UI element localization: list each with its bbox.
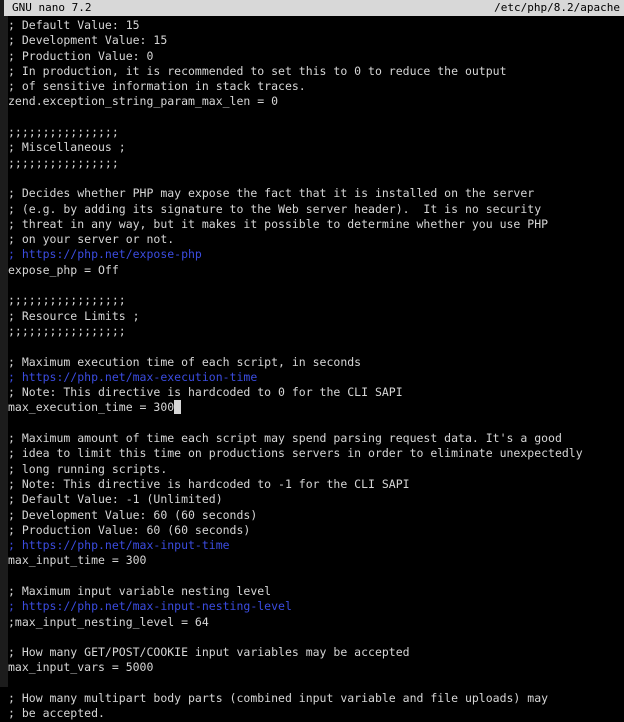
editor-text-area[interactable] [4,16,624,722]
editor-line-text: ;max_input_nesting_level = 64 [8,614,209,629]
editor-line [8,462,624,477]
editor-line-text: ;;;;;;;;;;;;;;;;; [8,323,126,338]
editor-line-text: ; Note: This directive is hardcoded to 0 for the CLI SAPI [8,385,403,400]
editor-line [8,171,624,186]
editor-line [8,615,624,630]
editor-line-text: ; Maximum execution time of each script, in seconds [8,354,362,369]
editor-line-text: ; Production Value: 60 (60 seconds) [8,522,251,537]
editor-line-text: max_execution_time = 300 [8,400,175,415]
editor-line [8,156,624,171]
editor-line [8,33,624,48]
editor-line-text: ; How many multipart body parts (combined input variable and file uploads) may [8,691,549,706]
editor-line [8,400,624,415]
editor-line [8,446,624,461]
editor-line-text: expose_php = Off [8,262,119,277]
editor-line [8,370,624,385]
editor-line-text: ;;;;;;;;;;;;;;;;; [8,293,126,308]
editor-line-text: ; Default Value: 15 [8,18,140,32]
editor-line-text: ; In production, it is recommended to set this to 0 to reduce the output [8,63,507,78]
editor-line [8,553,624,568]
editor-line [8,508,624,523]
editor-line [8,49,624,64]
editor-line [8,385,624,400]
editor-line-text: ; threat in any way, but it makes it possible to determine whether you use PHP [8,216,549,231]
editor-line-url: ; https://php.net/max-execution-time [8,369,258,384]
editor-line [8,523,624,538]
editor-line-text: ; idea to limit this time on productions servers in order to eliminate unexpectedly [8,446,583,461]
editor-line-text: ; Default Value: -1 (Unlimited) [8,492,223,507]
editor-line-text: ; Decides whether PHP may expose the fact that it is installed on the server [8,186,535,201]
editor-line [8,186,624,201]
editor-line-text: max_input_vars = 5000 [8,660,154,675]
left-gutter [4,16,8,687]
editor-line [8,584,624,599]
editor-line [8,706,624,721]
editor-line [8,202,624,217]
editor-line [8,630,624,645]
editor-line-text: ;;;;;;;;;;;;;;;; [8,125,119,140]
editor-line [8,569,624,584]
editor-line [8,599,624,614]
editor-line-text: ; Maximum input variable nesting level [8,583,272,598]
editor-line [8,125,624,140]
editor-line-text: ; on your server or not. [8,232,175,247]
editor-line [8,94,624,109]
editor-line [8,247,624,262]
editor-line [8,645,624,660]
editor-line-text: ;;;;;;;;;;;;;;;; [8,155,119,170]
editor-line-text: ; Development Value: 60 (60 seconds) [8,507,258,522]
editor-line [8,492,624,507]
editor-line-text: zend.exception_string_param_max_len = 0 [8,94,279,109]
editor-line [8,660,624,675]
editor-line [8,431,624,446]
editor-line-text: max_input_time = 300 [8,553,147,568]
editor-line [8,339,624,354]
editor-line [8,309,624,324]
editor-line-url: ; https://php.net/max-input-nesting-level [8,599,292,614]
editor-line [8,293,624,308]
editor-line-url: ; https://php.net/max-input-time [8,538,230,553]
editor-line [8,278,624,293]
editor-line-text: ; Production Value: 0 [8,48,154,63]
editor-line-text: ; be accepted. [8,706,105,721]
editor-line-text: ; Miscellaneous ; [8,140,126,155]
editor-line [8,263,624,278]
editor-line-text: ; Development Value: 15 [8,33,168,48]
editor-line-text: ; long running scripts. [8,461,168,476]
editor-line [8,538,624,553]
editor-line [8,18,624,33]
editor-line [8,477,624,492]
editor-line-text: ; (e.g. by adding its signature to the Web server header). It is no security [8,201,542,216]
editor-line [8,217,624,232]
nano-title-bar [4,0,624,16]
text-cursor [174,400,181,414]
editor-line [8,64,624,79]
editor-line [8,676,624,691]
editor-line [8,110,624,125]
editor-line-text: ; Maximum amount of time each script may spend parsing request data. It's a good [8,431,562,446]
editor-line-text: ; of sensitive information in stack traces. [8,79,306,94]
editor-line [8,140,624,155]
editor-line [8,691,624,706]
editor-line [8,416,624,431]
editor-line [8,355,624,370]
nano-file-path: /etc/php/8.2/apache [494,1,620,14]
editor-line-text: ; How many GET/POST/COOKIE input variables may be accepted [8,645,410,660]
editor-line-url: ; https://php.net/expose-php [8,247,202,262]
editor-line [8,324,624,339]
nano-app-version: GNU nano 7.2 [12,1,92,14]
editor-line [8,232,624,247]
editor-line [8,79,624,94]
editor-line-text: ; Note: This directive is hardcoded to -1 for the CLI SAPI [8,476,410,491]
editor-line-text: ; Resource Limits ; [8,308,140,323]
